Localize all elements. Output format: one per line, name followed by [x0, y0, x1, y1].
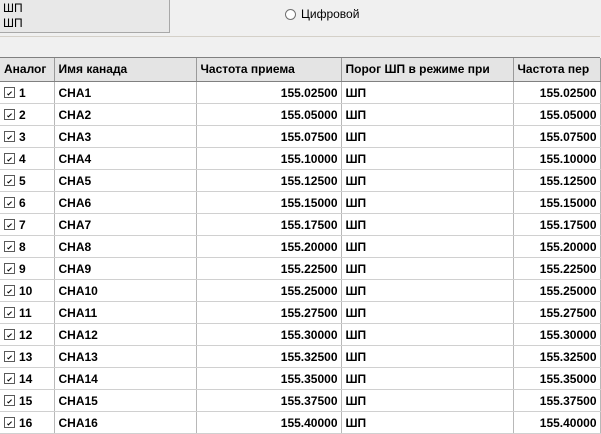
cell-rx-frequency[interactable]: 155.22500	[196, 258, 341, 280]
cell-rx-frequency[interactable]: 155.32500	[196, 346, 341, 368]
analog-index-label: 4	[19, 151, 26, 166]
cell-channel-name[interactable]: CHA7	[54, 214, 196, 236]
squelch-mode-box	[0, 0, 170, 33]
panel-separator	[0, 36, 600, 57]
cell-squelch-threshold[interactable]: ШП	[341, 82, 513, 104]
cell-squelch-threshold[interactable]: ШП	[341, 214, 513, 236]
cell-channel-name[interactable]: CHA12	[54, 324, 196, 346]
table-row[interactable]	[0, 324, 600, 346]
analog-index-label: 16	[19, 415, 33, 430]
checkbox-checked-icon[interactable]	[4, 109, 15, 120]
checkbox-checked-icon[interactable]	[4, 329, 15, 340]
table-row[interactable]	[0, 148, 600, 170]
cell-tx-frequency[interactable]: 155.22500	[513, 258, 600, 280]
checkbox-checked-icon[interactable]	[4, 87, 15, 98]
cell-rx-frequency[interactable]: 155.25000	[196, 280, 341, 302]
table-row[interactable]	[0, 82, 600, 104]
analog-index-label: 10	[19, 283, 33, 298]
digital-radio-option[interactable]	[285, 7, 359, 21]
checkbox-checked-icon[interactable]	[4, 175, 15, 186]
squelch-line-1: ШП	[3, 1, 23, 15]
cell-analog[interactable]	[0, 368, 54, 390]
cell-rx-frequency[interactable]: 155.30000	[196, 324, 341, 346]
cell-analog[interactable]	[0, 258, 54, 280]
cell-tx-frequency[interactable]: 155.32500	[513, 346, 600, 368]
cell-analog[interactable]	[0, 236, 54, 258]
channel-table[interactable]	[0, 57, 600, 430]
table-row[interactable]	[0, 368, 600, 390]
cell-squelch-threshold[interactable]: ШП	[341, 104, 513, 126]
cell-rx-frequency[interactable]: 155.37500	[196, 390, 341, 412]
cell-analog[interactable]	[0, 104, 54, 126]
cell-tx-frequency[interactable]: 155.02500	[513, 82, 600, 104]
column-header-tx-frequency[interactable]: Частота пер	[513, 58, 600, 82]
analog-index-label: 7	[19, 217, 26, 232]
analog-index-label: 13	[19, 349, 33, 364]
column-header-name[interactable]: Имя канада	[54, 58, 196, 82]
cell-channel-name[interactable]: CHA2	[54, 104, 196, 126]
cell-tx-frequency[interactable]: 155.17500	[513, 214, 600, 236]
checkbox-checked-icon[interactable]	[4, 219, 15, 230]
analog-index-label: 3	[19, 129, 26, 144]
table-row[interactable]	[0, 346, 600, 368]
cell-analog[interactable]	[0, 280, 54, 302]
radio-button-icon[interactable]	[285, 9, 296, 20]
cell-tx-frequency[interactable]: 155.30000	[513, 324, 600, 346]
analog-index-label: 14	[19, 371, 33, 386]
table-header-row	[0, 58, 600, 82]
cell-squelch-threshold[interactable]: ШП	[341, 192, 513, 214]
cell-tx-frequency[interactable]: 155.27500	[513, 302, 600, 324]
cell-channel-name[interactable]: CHA11	[54, 302, 196, 324]
cell-tx-frequency[interactable]: 155.10000	[513, 148, 600, 170]
cell-tx-frequency[interactable]: 155.35000	[513, 368, 600, 390]
table-row[interactable]	[0, 258, 600, 280]
table-body	[0, 82, 600, 434]
checkbox-checked-icon[interactable]	[4, 285, 15, 296]
cell-rx-frequency[interactable]: 155.02500	[196, 82, 341, 104]
cell-tx-frequency[interactable]: 155.07500	[513, 126, 600, 148]
top-panel	[0, 0, 600, 36]
table-row[interactable]	[0, 390, 600, 412]
analog-index-label: 15	[19, 393, 33, 408]
cell-analog[interactable]	[0, 346, 54, 368]
cell-analog[interactable]	[0, 82, 54, 104]
cell-rx-frequency[interactable]: 155.10000	[196, 148, 341, 170]
cell-analog[interactable]	[0, 412, 54, 434]
analog-index-label: 6	[19, 195, 26, 210]
cell-squelch-threshold[interactable]: ШП	[341, 346, 513, 368]
cell-squelch-threshold[interactable]: ШП	[341, 302, 513, 324]
cell-squelch-threshold[interactable]: ШП	[341, 258, 513, 280]
column-header-rx-frequency[interactable]: Частота приема	[196, 58, 341, 82]
cell-channel-name[interactable]: CHA3	[54, 126, 196, 148]
cell-tx-frequency[interactable]: 155.25000	[513, 280, 600, 302]
analog-index-label: 12	[19, 327, 33, 342]
cell-analog[interactable]	[0, 324, 54, 346]
cell-rx-frequency[interactable]: 155.17500	[196, 214, 341, 236]
cell-squelch-threshold[interactable]: ШП	[341, 412, 513, 434]
cell-squelch-threshold[interactable]: ШП	[341, 390, 513, 412]
cell-analog[interactable]	[0, 170, 54, 192]
checkbox-checked-icon[interactable]	[4, 197, 15, 208]
cell-tx-frequency[interactable]: 155.15000	[513, 192, 600, 214]
cell-squelch-threshold[interactable]: ШП	[341, 324, 513, 346]
checkbox-checked-icon[interactable]	[4, 263, 15, 274]
cell-analog[interactable]	[0, 390, 54, 412]
checkbox-checked-icon[interactable]	[4, 351, 15, 362]
cell-analog[interactable]	[0, 148, 54, 170]
checkbox-checked-icon[interactable]	[4, 395, 15, 406]
cell-analog[interactable]	[0, 126, 54, 148]
cell-rx-frequency[interactable]: 155.07500	[196, 126, 341, 148]
cell-channel-name[interactable]: CHA4	[54, 148, 196, 170]
column-header-analog[interactable]: Аналог	[0, 58, 54, 82]
cell-analog[interactable]	[0, 302, 54, 324]
cell-squelch-threshold[interactable]: ШП	[341, 280, 513, 302]
cell-rx-frequency[interactable]: 155.27500	[196, 302, 341, 324]
cell-tx-frequency[interactable]: 155.20000	[513, 236, 600, 258]
cell-rx-frequency[interactable]: 155.35000	[196, 368, 341, 390]
cell-tx-frequency[interactable]: 155.40000	[513, 412, 600, 434]
checkbox-checked-icon[interactable]	[4, 131, 15, 142]
table-row[interactable]	[0, 192, 600, 214]
cell-rx-frequency[interactable]: 155.15000	[196, 192, 341, 214]
analog-index-label: 5	[19, 173, 26, 188]
analog-index-label: 8	[19, 239, 26, 254]
digital-radio-label: Цифровой	[301, 7, 360, 21]
cell-rx-frequency[interactable]: 155.20000	[196, 236, 341, 258]
cell-squelch-threshold[interactable]: ШП	[341, 368, 513, 390]
squelch-line-2: ШП	[3, 16, 23, 30]
cell-channel-name[interactable]: CHA13	[54, 346, 196, 368]
cell-analog[interactable]	[0, 192, 54, 214]
table-row[interactable]	[0, 104, 600, 126]
cell-rx-frequency[interactable]: 155.40000	[196, 412, 341, 434]
cell-channel-name[interactable]: CHA6	[54, 192, 196, 214]
cell-tx-frequency[interactable]: 155.12500	[513, 170, 600, 192]
analog-index-label: 1	[19, 85, 26, 100]
table-row[interactable]	[0, 302, 600, 324]
checkbox-checked-icon[interactable]	[4, 153, 15, 164]
table-row[interactable]	[0, 170, 600, 192]
cell-tx-frequency[interactable]: 155.37500	[513, 390, 600, 412]
table-row[interactable]	[0, 214, 600, 236]
cell-analog[interactable]	[0, 214, 54, 236]
checkbox-checked-icon[interactable]	[4, 417, 15, 428]
checkbox-checked-icon[interactable]	[4, 373, 15, 384]
cell-channel-name[interactable]: CHA16	[54, 412, 196, 434]
cell-rx-frequency[interactable]: 155.05000	[196, 104, 341, 126]
table-row[interactable]	[0, 280, 600, 302]
cell-channel-name[interactable]: CHA9	[54, 258, 196, 280]
cell-channel-name[interactable]: CHA15	[54, 390, 196, 412]
checkbox-checked-icon[interactable]	[4, 307, 15, 318]
cell-rx-frequency[interactable]: 155.12500	[196, 170, 341, 192]
table-row[interactable]	[0, 412, 600, 434]
cell-channel-name[interactable]: CHA10	[54, 280, 196, 302]
cell-channel-name[interactable]: CHA14	[54, 368, 196, 390]
cell-tx-frequency[interactable]: 155.05000	[513, 104, 600, 126]
analog-index-label: 9	[19, 261, 26, 276]
cell-squelch-threshold[interactable]: ШП	[341, 236, 513, 258]
cell-squelch-threshold[interactable]: ШП	[341, 170, 513, 192]
cell-channel-name[interactable]: CHA1	[54, 82, 196, 104]
column-header-squelch-threshold[interactable]: Порог ШП в режиме при	[341, 58, 513, 82]
cell-squelch-threshold[interactable]: ШП	[341, 126, 513, 148]
table-row[interactable]	[0, 126, 600, 148]
table-row[interactable]	[0, 236, 600, 258]
checkbox-checked-icon[interactable]	[4, 241, 15, 252]
cell-squelch-threshold[interactable]: ШП	[341, 148, 513, 170]
cell-channel-name[interactable]: CHA8	[54, 236, 196, 258]
cell-channel-name[interactable]: CHA5	[54, 170, 196, 192]
analog-index-label: 11	[19, 305, 32, 320]
analog-index-label: 2	[19, 107, 26, 122]
